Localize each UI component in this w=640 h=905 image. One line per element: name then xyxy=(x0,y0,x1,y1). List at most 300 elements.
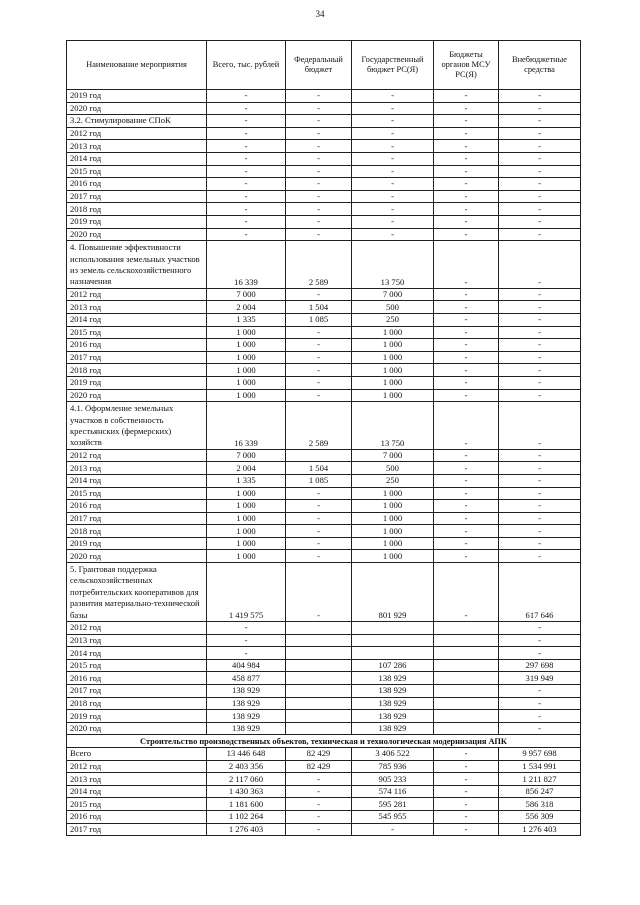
table-row xyxy=(67,288,581,301)
cell-extrabudgetary: - xyxy=(499,115,581,128)
cell-name: 4.1. Оформление земельных участков в собственность крестьянских (фермерских) хозяйств xyxy=(67,402,207,450)
cell-total: 16 339 xyxy=(207,241,286,289)
cell-extrabudgetary: - xyxy=(499,301,581,314)
cell-extrabudgetary: - xyxy=(499,512,581,525)
cell-state: 595 281 xyxy=(352,798,434,811)
table-row xyxy=(67,500,581,513)
cell-extrabudgetary: - xyxy=(499,622,581,635)
cell-total: 404 984 xyxy=(207,659,286,672)
cell-state: 7 000 xyxy=(352,449,434,462)
cell-total: 1 430 363 xyxy=(207,785,286,798)
cell-name: 2016 год xyxy=(67,500,207,513)
table-row xyxy=(67,140,581,153)
cell-name: Всего xyxy=(67,748,207,761)
cell-federal: - xyxy=(286,487,352,500)
cell-total: 1 000 xyxy=(207,376,286,389)
cell-extrabudgetary: - xyxy=(499,241,581,289)
cell-name: 2012 год xyxy=(67,622,207,635)
table-row xyxy=(67,487,581,500)
table-row xyxy=(67,127,581,140)
cell-municipal: - xyxy=(434,823,499,836)
cell-name: 2019 год xyxy=(67,537,207,550)
cell-name: 2020 год xyxy=(67,722,207,735)
cell-federal: - xyxy=(286,288,352,301)
cell-state xyxy=(352,647,434,660)
cell-municipal: - xyxy=(434,550,499,563)
cell-name: 2012 год xyxy=(67,288,207,301)
cell-total: 2 004 xyxy=(207,462,286,475)
cell-name: 5. Грантовая поддержка сельскохозяйственных потребительских кооперативов для развития материально-технической базы xyxy=(67,563,207,622)
cell-name: 2013 год xyxy=(67,462,207,475)
table-row xyxy=(67,760,581,773)
cell-state: - xyxy=(352,165,434,178)
cell-state: - xyxy=(352,203,434,216)
cell-extrabudgetary: - xyxy=(499,474,581,487)
cell-federal xyxy=(286,697,352,710)
cell-state: 1 000 xyxy=(352,487,434,500)
cell-extrabudgetary: - xyxy=(499,500,581,513)
cell-extrabudgetary: 1 534 991 xyxy=(499,760,581,773)
cell-federal: - xyxy=(286,537,352,550)
cell-federal: - xyxy=(286,115,352,128)
cell-federal: 1 504 xyxy=(286,462,352,475)
cell-federal: - xyxy=(286,152,352,165)
cell-municipal: - xyxy=(434,474,499,487)
cell-state: 1 000 xyxy=(352,339,434,352)
cell-state: - xyxy=(352,823,434,836)
cell-municipal: - xyxy=(434,215,499,228)
cell-federal xyxy=(286,449,352,462)
cell-total: - xyxy=(207,165,286,178)
cell-total: 1 000 xyxy=(207,550,286,563)
cell-federal: - xyxy=(286,190,352,203)
cell-federal: - xyxy=(286,798,352,811)
cell-total: - xyxy=(207,102,286,115)
cell-total: 138 929 xyxy=(207,697,286,710)
cell-municipal: - xyxy=(434,811,499,824)
cell-name: 2016 год xyxy=(67,178,207,191)
cell-state: 250 xyxy=(352,474,434,487)
page-number: 34 xyxy=(315,9,325,19)
cell-federal: - xyxy=(286,165,352,178)
cell-total: - xyxy=(207,634,286,647)
table-row xyxy=(67,685,581,698)
cell-extrabudgetary: - xyxy=(499,203,581,216)
table-row xyxy=(67,313,581,326)
cell-total: 1 000 xyxy=(207,364,286,377)
cell-total: - xyxy=(207,228,286,241)
table-row xyxy=(67,165,581,178)
cell-name: 4. Повышение эффективности использования земельных участков из земель сельскохозяйственного назначения xyxy=(67,241,207,289)
cell-name: 2018 год xyxy=(67,203,207,216)
cell-name: 2015 год xyxy=(67,326,207,339)
cell-extrabudgetary: - xyxy=(499,215,581,228)
cell-state: 13 750 xyxy=(352,241,434,289)
cell-federal xyxy=(286,622,352,635)
cell-municipal: - xyxy=(434,760,499,773)
cell-municipal: - xyxy=(434,115,499,128)
cell-federal: - xyxy=(286,339,352,352)
cell-name: 2015 год xyxy=(67,165,207,178)
cell-municipal: - xyxy=(434,127,499,140)
cell-name: 2019 год xyxy=(67,90,207,103)
header-activity-name: Наименование мероприятия xyxy=(67,41,207,90)
table-row xyxy=(67,364,581,377)
cell-federal: - xyxy=(286,140,352,153)
cell-federal: 82 429 xyxy=(286,748,352,761)
cell-federal: - xyxy=(286,364,352,377)
cell-municipal: - xyxy=(434,462,499,475)
table-row xyxy=(67,634,581,647)
cell-name: 2019 год xyxy=(67,710,207,723)
cell-extrabudgetary: - xyxy=(499,634,581,647)
cell-extrabudgetary: 1 276 403 xyxy=(499,823,581,836)
cell-municipal: - xyxy=(434,402,499,450)
cell-total: 1 000 xyxy=(207,326,286,339)
cell-total: 1 419 575 xyxy=(207,563,286,622)
cell-municipal: - xyxy=(434,798,499,811)
cell-state: - xyxy=(352,190,434,203)
cell-state: - xyxy=(352,152,434,165)
cell-federal: 2 589 xyxy=(286,402,352,450)
cell-extrabudgetary: - xyxy=(499,313,581,326)
cell-extrabudgetary: 319 949 xyxy=(499,672,581,685)
section-heading: Строительство производственных объектов, техническая и технологическая модернизация АПК xyxy=(67,735,581,748)
cell-municipal xyxy=(434,722,499,735)
header-state-budget: Государственный бюджет РС(Я) xyxy=(352,41,434,90)
cell-state: - xyxy=(352,228,434,241)
cell-federal: 1 085 xyxy=(286,313,352,326)
cell-state: 785 936 xyxy=(352,760,434,773)
cell-municipal: - xyxy=(434,165,499,178)
header-extrabudgetary: Внебюджетные средства xyxy=(499,41,581,90)
cell-federal: - xyxy=(286,90,352,103)
cell-state: 138 929 xyxy=(352,722,434,735)
cell-state: 1 000 xyxy=(352,537,434,550)
cell-extrabudgetary: - xyxy=(499,288,581,301)
table-row xyxy=(67,773,581,786)
cell-municipal xyxy=(434,710,499,723)
table-row xyxy=(67,115,581,128)
cell-municipal: - xyxy=(434,500,499,513)
table-row xyxy=(67,672,581,685)
cell-total: 2 117 060 xyxy=(207,773,286,786)
cell-federal: - xyxy=(286,389,352,402)
table-row xyxy=(67,563,581,622)
table-row xyxy=(67,326,581,339)
cell-state: 500 xyxy=(352,462,434,475)
table-row xyxy=(67,301,581,314)
cell-federal: 1 085 xyxy=(286,474,352,487)
cell-federal: - xyxy=(286,178,352,191)
cell-federal: - xyxy=(286,525,352,538)
cell-extrabudgetary: - xyxy=(499,487,581,500)
cell-municipal: - xyxy=(434,773,499,786)
cell-state: 1 000 xyxy=(352,525,434,538)
cell-municipal: - xyxy=(434,326,499,339)
cell-federal: - xyxy=(286,512,352,525)
table-row xyxy=(67,203,581,216)
table-row xyxy=(67,376,581,389)
cell-state: 1 000 xyxy=(352,326,434,339)
cell-total: 1 181 600 xyxy=(207,798,286,811)
cell-total: 138 929 xyxy=(207,710,286,723)
cell-total: 1 276 403 xyxy=(207,823,286,836)
cell-name: 2020 год xyxy=(67,102,207,115)
table-row xyxy=(67,525,581,538)
cell-total: - xyxy=(207,115,286,128)
cell-federal: - xyxy=(286,215,352,228)
cell-total: - xyxy=(207,622,286,635)
cell-extrabudgetary: - xyxy=(499,102,581,115)
cell-municipal xyxy=(434,697,499,710)
cell-name: 2012 год xyxy=(67,760,207,773)
cell-extrabudgetary: - xyxy=(499,537,581,550)
cell-total: - xyxy=(207,203,286,216)
table-row xyxy=(67,697,581,710)
cell-extrabudgetary: 586 318 xyxy=(499,798,581,811)
cell-name: 2016 год xyxy=(67,811,207,824)
cell-state: 13 750 xyxy=(352,402,434,450)
cell-name: 2016 год xyxy=(67,672,207,685)
cell-federal: - xyxy=(286,351,352,364)
table-row xyxy=(67,351,581,364)
cell-name: 2017 год xyxy=(67,512,207,525)
cell-state: 7 000 xyxy=(352,288,434,301)
cell-state: - xyxy=(352,102,434,115)
cell-federal: 1 504 xyxy=(286,301,352,314)
cell-extrabudgetary: - xyxy=(499,190,581,203)
cell-municipal: - xyxy=(434,563,499,622)
table-row xyxy=(67,811,581,824)
cell-extrabudgetary: 556 309 xyxy=(499,811,581,824)
cell-extrabudgetary: - xyxy=(499,685,581,698)
table-row xyxy=(67,622,581,635)
cell-total: 1 000 xyxy=(207,537,286,550)
cell-state: 250 xyxy=(352,313,434,326)
cell-name: 2014 год xyxy=(67,152,207,165)
header-total: Всего, тыс. рублей xyxy=(207,41,286,90)
cell-name: 2018 год xyxy=(67,697,207,710)
cell-federal: 82 429 xyxy=(286,760,352,773)
table-row xyxy=(67,659,581,672)
cell-extrabudgetary: 9 957 698 xyxy=(499,748,581,761)
cell-extrabudgetary: - xyxy=(499,339,581,352)
cell-state: - xyxy=(352,90,434,103)
cell-name: 2012 год xyxy=(67,449,207,462)
cell-state: - xyxy=(352,140,434,153)
cell-name: 2014 год xyxy=(67,313,207,326)
table-row xyxy=(67,339,581,352)
cell-municipal: - xyxy=(434,190,499,203)
cell-total: 1 000 xyxy=(207,512,286,525)
header-municipal-budget: Бюджеты органов МСУ РС(Я) xyxy=(434,41,499,90)
budget-table xyxy=(66,40,581,836)
header-federal-budget: Федеральный бюджет xyxy=(286,41,352,90)
cell-municipal xyxy=(434,685,499,698)
cell-name: 2020 год xyxy=(67,389,207,402)
cell-federal: - xyxy=(286,203,352,216)
cell-state: 905 233 xyxy=(352,773,434,786)
table-row xyxy=(67,241,581,289)
cell-extrabudgetary: - xyxy=(499,710,581,723)
cell-state xyxy=(352,622,434,635)
cell-state: 574 116 xyxy=(352,785,434,798)
cell-municipal xyxy=(434,647,499,660)
cell-total: - xyxy=(207,140,286,153)
cell-extrabudgetary: 297 698 xyxy=(499,659,581,672)
table-row xyxy=(67,90,581,103)
cell-state: - xyxy=(352,215,434,228)
table-row xyxy=(67,215,581,228)
cell-federal: - xyxy=(286,376,352,389)
cell-municipal: - xyxy=(434,376,499,389)
table-row xyxy=(67,512,581,525)
cell-extrabudgetary: - xyxy=(499,697,581,710)
cell-municipal: - xyxy=(434,389,499,402)
table-row xyxy=(67,550,581,563)
cell-total: 1 000 xyxy=(207,525,286,538)
cell-total: 7 000 xyxy=(207,288,286,301)
cell-extrabudgetary: - xyxy=(499,228,581,241)
cell-municipal: - xyxy=(434,487,499,500)
cell-state: - xyxy=(352,127,434,140)
cell-state: 1 000 xyxy=(352,512,434,525)
cell-total: - xyxy=(207,127,286,140)
cell-federal: - xyxy=(286,500,352,513)
cell-federal: - xyxy=(286,228,352,241)
table-row xyxy=(67,722,581,735)
cell-municipal: - xyxy=(434,785,499,798)
table-header-row xyxy=(67,41,581,90)
cell-extrabudgetary: - xyxy=(499,449,581,462)
cell-state: - xyxy=(352,178,434,191)
cell-state: 1 000 xyxy=(352,500,434,513)
cell-total: - xyxy=(207,152,286,165)
cell-extrabudgetary: - xyxy=(499,152,581,165)
cell-name: 2018 год xyxy=(67,525,207,538)
cell-federal xyxy=(286,634,352,647)
cell-name: 2017 год xyxy=(67,823,207,836)
cell-municipal xyxy=(434,634,499,647)
cell-total: 1 000 xyxy=(207,487,286,500)
cell-total: 1 000 xyxy=(207,351,286,364)
cell-municipal: - xyxy=(434,102,499,115)
cell-extrabudgetary: - xyxy=(499,351,581,364)
cell-name: 2017 год xyxy=(67,351,207,364)
cell-municipal: - xyxy=(434,301,499,314)
cell-municipal xyxy=(434,672,499,685)
table-row xyxy=(67,449,581,462)
cell-name: 2012 год xyxy=(67,127,207,140)
cell-state: 3 406 522 xyxy=(352,748,434,761)
cell-federal: - xyxy=(286,102,352,115)
cell-extrabudgetary: - xyxy=(499,525,581,538)
table-row xyxy=(67,537,581,550)
table-row xyxy=(67,785,581,798)
cell-federal: - xyxy=(286,811,352,824)
cell-municipal: - xyxy=(434,241,499,289)
cell-extrabudgetary: - xyxy=(499,127,581,140)
cell-municipal: - xyxy=(434,351,499,364)
table-row xyxy=(67,178,581,191)
cell-federal: 2 589 xyxy=(286,241,352,289)
cell-municipal: - xyxy=(434,288,499,301)
cell-municipal: - xyxy=(434,152,499,165)
cell-extrabudgetary: - xyxy=(499,722,581,735)
cell-extrabudgetary: - xyxy=(499,402,581,450)
cell-federal: - xyxy=(286,823,352,836)
cell-municipal: - xyxy=(434,140,499,153)
cell-state: 801 929 xyxy=(352,563,434,622)
cell-extrabudgetary: - xyxy=(499,140,581,153)
cell-municipal: - xyxy=(434,228,499,241)
cell-total: - xyxy=(207,90,286,103)
cell-extrabudgetary: 1 211 827 xyxy=(499,773,581,786)
cell-total: 138 929 xyxy=(207,722,286,735)
cell-name: 2018 год xyxy=(67,364,207,377)
cell-name: 2013 год xyxy=(67,140,207,153)
cell-municipal: - xyxy=(434,90,499,103)
cell-municipal: - xyxy=(434,748,499,761)
cell-total: 1 000 xyxy=(207,500,286,513)
table-row xyxy=(67,823,581,836)
cell-municipal xyxy=(434,622,499,635)
cell-federal xyxy=(286,722,352,735)
cell-total: 138 929 xyxy=(207,685,286,698)
table-row xyxy=(67,190,581,203)
cell-extrabudgetary: - xyxy=(499,364,581,377)
cell-total: - xyxy=(207,215,286,228)
cell-total: 1 102 264 xyxy=(207,811,286,824)
cell-state: 138 929 xyxy=(352,697,434,710)
cell-state: 500 xyxy=(352,301,434,314)
cell-name: 2015 год xyxy=(67,798,207,811)
cell-name: 2013 год xyxy=(67,634,207,647)
cell-extrabudgetary: - xyxy=(499,178,581,191)
cell-extrabudgetary: - xyxy=(499,647,581,660)
cell-extrabudgetary: - xyxy=(499,462,581,475)
cell-name: 2015 год xyxy=(67,487,207,500)
cell-federal xyxy=(286,710,352,723)
cell-municipal: - xyxy=(434,339,499,352)
cell-federal: - xyxy=(286,326,352,339)
cell-federal: - xyxy=(286,785,352,798)
table-row xyxy=(67,402,581,450)
table-row xyxy=(67,462,581,475)
cell-name: 2020 год xyxy=(67,550,207,563)
cell-extrabudgetary: 617 646 xyxy=(499,563,581,622)
cell-total: 458 877 xyxy=(207,672,286,685)
cell-state: - xyxy=(352,115,434,128)
cell-total: 16 339 xyxy=(207,402,286,450)
cell-state: 545 955 xyxy=(352,811,434,824)
cell-name: 2013 год xyxy=(67,773,207,786)
cell-total: 2 403 356 xyxy=(207,760,286,773)
cell-total: 1 335 xyxy=(207,313,286,326)
table-row xyxy=(67,389,581,402)
cell-name: 2017 год xyxy=(67,190,207,203)
cell-municipal: - xyxy=(434,203,499,216)
table-row xyxy=(67,102,581,115)
cell-total: 1 000 xyxy=(207,389,286,402)
cell-municipal: - xyxy=(434,178,499,191)
cell-state xyxy=(352,634,434,647)
cell-extrabudgetary: - xyxy=(499,389,581,402)
cell-extrabudgetary: - xyxy=(499,165,581,178)
cell-total: 1 000 xyxy=(207,339,286,352)
cell-total: 1 335 xyxy=(207,474,286,487)
